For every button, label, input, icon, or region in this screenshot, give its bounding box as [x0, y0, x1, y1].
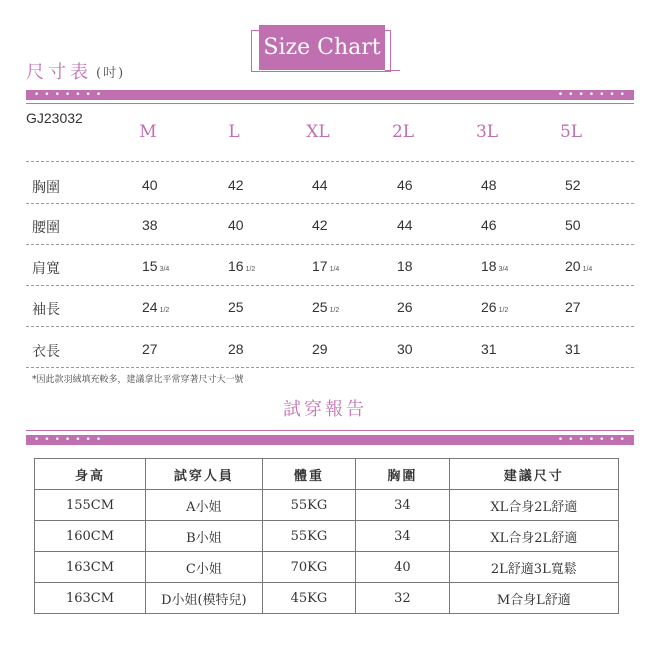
row-label-length: 衣長	[32, 344, 60, 360]
size-value-cell	[481, 299, 541, 315]
size-value-cell	[312, 299, 372, 315]
size-value-cell	[142, 177, 202, 193]
band-dots-left: •••••••	[34, 435, 107, 445]
row-divider	[26, 161, 634, 162]
chest-cell: 32	[356, 583, 449, 614]
size-value: 29	[312, 341, 328, 357]
size-fraction: 1/4	[329, 266, 340, 273]
size-fraction: 1/2	[245, 266, 256, 273]
size-value-cell	[565, 299, 625, 315]
size-value-cell	[397, 299, 457, 315]
size-value-cell	[228, 299, 288, 315]
size-value: 52	[565, 177, 581, 193]
size-table-title: 尺寸表	[26, 62, 92, 83]
size-header-l: L	[228, 122, 240, 142]
decorative-band-top	[26, 90, 634, 100]
size-value: 30	[397, 341, 413, 357]
row-label-shoulder: 肩寬	[32, 261, 60, 277]
size-value: 18	[397, 258, 413, 274]
table-row	[35, 552, 619, 583]
size-value: 42	[312, 217, 328, 233]
tester-cell: D小姐(模特兒)	[145, 583, 262, 614]
row-divider	[26, 367, 634, 368]
size-value: 50	[565, 217, 581, 233]
size-value: 25	[312, 299, 328, 315]
size-value: 26	[481, 299, 497, 315]
row-label-waist: 腰圍	[32, 220, 60, 236]
size-value: 44	[312, 177, 328, 193]
size-value-cell	[481, 341, 541, 357]
tester-cell: A小姐	[145, 490, 262, 521]
weight-cell: 45KG	[262, 583, 355, 614]
header-weight: 體重	[262, 459, 355, 490]
size-value: 31	[481, 341, 497, 357]
band-dots-right: •••••••	[557, 435, 630, 445]
sizing-note: *因此款羽絨填充較多，建議拿比平常穿著尺寸大一號	[32, 375, 244, 385]
size-value-cell	[397, 177, 457, 193]
size-value-cell	[481, 177, 541, 193]
product-code: GJ23032	[26, 110, 83, 126]
height-cell: 155CM	[35, 490, 146, 521]
size-value-cell	[312, 217, 372, 233]
size-value: 40	[142, 177, 158, 193]
size-value: 48	[481, 177, 497, 193]
size-value-cell	[312, 341, 372, 357]
size-value-cell	[481, 258, 541, 274]
size-value-cell	[397, 258, 457, 274]
size-value-cell	[228, 177, 288, 193]
header-tester: 試穿人員	[145, 459, 262, 490]
unit-label: (吋)	[96, 66, 126, 81]
size-value-cell	[397, 341, 457, 357]
size-value: 31	[565, 341, 581, 357]
size-fraction: 3/4	[498, 266, 509, 273]
height-cell: 163CM	[35, 583, 146, 614]
size-header-3l: 3L	[475, 122, 499, 142]
row-divider	[26, 285, 634, 286]
size-chart-banner: Size Chart	[259, 25, 385, 70]
size-value-cell	[142, 299, 202, 315]
size-fraction: 3/4	[159, 266, 170, 273]
size-header-m: M	[139, 122, 157, 142]
band-dots-right: •••••••	[557, 90, 630, 100]
size-value: 17	[312, 258, 328, 274]
size-fraction: 1/4	[582, 266, 593, 273]
size-value-cell	[228, 217, 288, 233]
size-value-cell	[565, 341, 625, 357]
size-value-cell	[565, 217, 625, 233]
banner-tail-line	[385, 70, 400, 71]
size-value: 25	[228, 299, 244, 315]
size-value: 15	[142, 258, 158, 274]
size-value: 28	[228, 341, 244, 357]
size-value-cell	[481, 217, 541, 233]
size-value-cell	[142, 341, 202, 357]
tester-cell: C小姐	[145, 552, 262, 583]
suggestion-cell: XL合身2L舒適	[449, 521, 618, 552]
band-dots-left: •••••••	[34, 90, 107, 100]
size-value-cell	[565, 177, 625, 193]
row-divider	[26, 326, 634, 327]
size-value: 40	[228, 217, 244, 233]
size-fraction: 1/2	[329, 307, 340, 314]
size-value: 18	[481, 258, 497, 274]
row-label-chest: 胸圍	[32, 180, 60, 196]
size-value: 44	[397, 217, 413, 233]
row-divider	[26, 244, 634, 245]
size-value: 20	[565, 258, 581, 274]
size-value: 38	[142, 217, 158, 233]
size-value: 26	[397, 299, 413, 315]
suggestion-cell: 2L舒適3L寬鬆	[449, 552, 618, 583]
size-value: 46	[481, 217, 497, 233]
size-value-cell	[565, 258, 625, 274]
weight-cell: 70KG	[262, 552, 355, 583]
size-value: 42	[228, 177, 244, 193]
chest-cell: 40	[356, 552, 449, 583]
table-row	[35, 521, 619, 552]
trial-report-title: 試穿報告	[283, 399, 367, 420]
suggestion-cell: M合身L舒適	[449, 583, 618, 614]
table-row	[35, 583, 619, 614]
chest-cell: 34	[356, 490, 449, 521]
table-row	[35, 490, 619, 521]
size-value: 27	[565, 299, 581, 315]
band-overline	[26, 430, 634, 431]
size-header-5l: 5L	[559, 122, 583, 142]
height-cell: 160CM	[35, 521, 146, 552]
row-label-sleeve: 袖長	[32, 302, 60, 318]
tester-cell: B小姐	[145, 521, 262, 552]
size-header-2l: 2L	[391, 122, 415, 142]
size-value-cell	[228, 258, 288, 274]
header-chest: 胸圍	[356, 459, 449, 490]
suggestion-cell: XL合身2L舒適	[449, 490, 618, 521]
decorative-band-bottom	[26, 435, 634, 445]
height-cell: 163CM	[35, 552, 146, 583]
trial-report-table	[34, 458, 619, 614]
chest-cell: 34	[356, 521, 449, 552]
size-value: 24	[142, 299, 158, 315]
row-divider	[26, 203, 634, 204]
size-value-cell	[142, 258, 202, 274]
size-value: 27	[142, 341, 158, 357]
size-header-xl: XL	[306, 122, 330, 142]
size-value-cell	[142, 217, 202, 233]
size-value: 16	[228, 258, 244, 274]
header-height: 身高	[35, 459, 146, 490]
size-value-cell	[397, 217, 457, 233]
header-suggested-size: 建議尺寸	[449, 459, 618, 490]
size-value-cell	[312, 177, 372, 193]
size-value-cell	[312, 258, 372, 274]
band-underline	[26, 103, 634, 104]
size-fraction: 1/2	[159, 307, 170, 314]
weight-cell: 55KG	[262, 490, 355, 521]
size-value-cell	[228, 341, 288, 357]
weight-cell: 55KG	[262, 521, 355, 552]
size-value: 46	[397, 177, 413, 193]
table-header-row	[35, 459, 619, 490]
size-fraction: 1/2	[498, 307, 509, 314]
